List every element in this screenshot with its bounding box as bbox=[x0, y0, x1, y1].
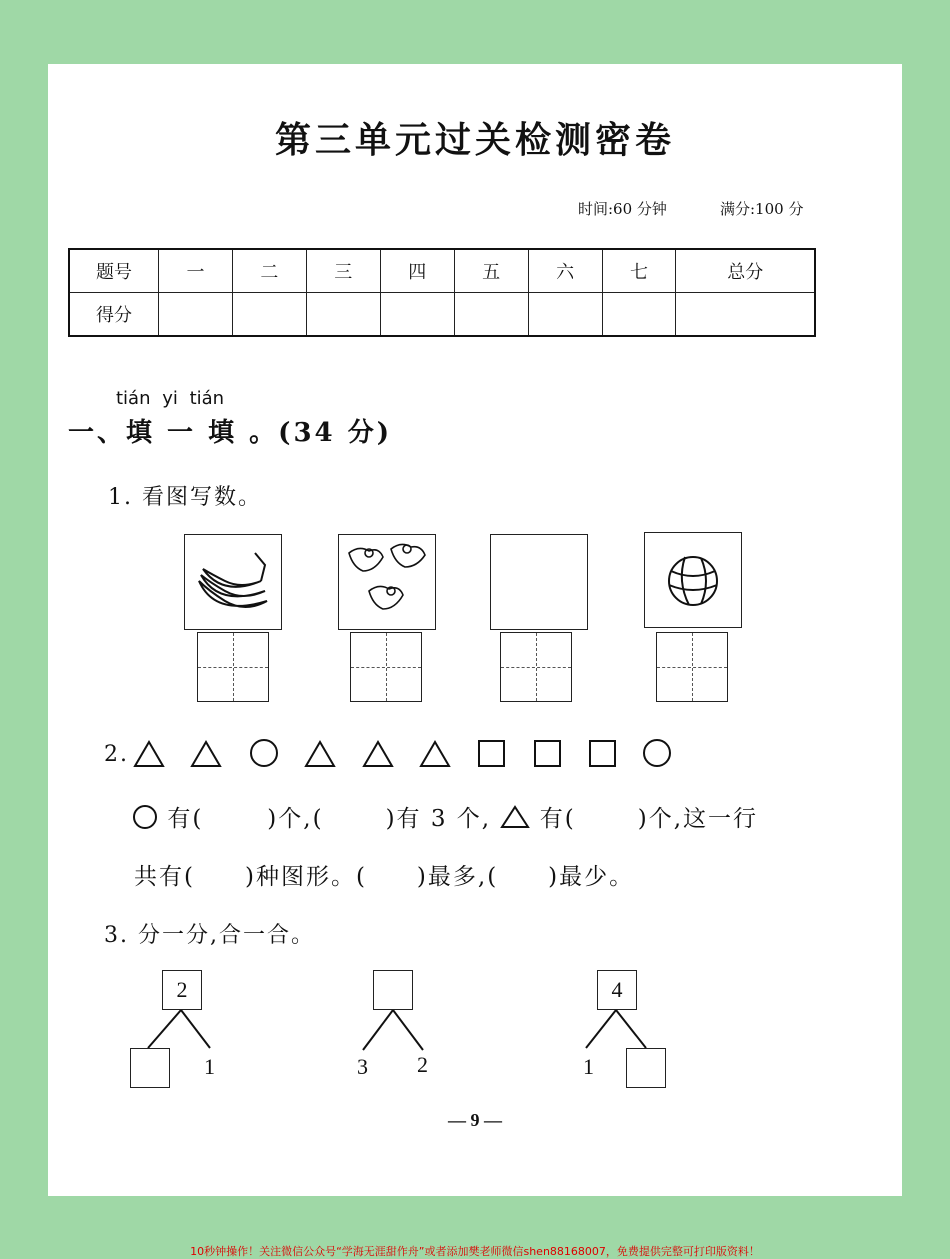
header-cell: 题号 bbox=[69, 249, 159, 293]
header-cell: 三 bbox=[306, 249, 380, 293]
score-cell[interactable] bbox=[380, 293, 454, 337]
question-2-label: 2. bbox=[104, 742, 129, 767]
bond-1-top[interactable]: 2 bbox=[162, 970, 202, 1010]
triangle-icon bbox=[500, 805, 530, 829]
square-shape bbox=[479, 741, 504, 766]
answer-grid-empty[interactable] bbox=[500, 632, 572, 702]
header-cell: 五 bbox=[454, 249, 528, 293]
bond-3-left: 1 bbox=[583, 1054, 594, 1079]
header-cell: 六 bbox=[528, 249, 602, 293]
bond-3-right-box[interactable] bbox=[626, 1048, 666, 1088]
full-score: 满分:100 分 bbox=[720, 200, 804, 218]
score-cell[interactable] bbox=[676, 293, 815, 337]
ball-icon bbox=[645, 533, 741, 627]
q2-text-c: )有 3 个, bbox=[385, 806, 492, 832]
score-cell[interactable] bbox=[454, 293, 528, 337]
q2-text-a: 有( bbox=[167, 806, 204, 832]
bananas-icon bbox=[185, 535, 281, 629]
header-cell: 总分 bbox=[676, 249, 815, 293]
bond-2-left: 3 bbox=[357, 1054, 368, 1079]
bond-1-left-box[interactable] bbox=[130, 1048, 170, 1088]
bananas-picture bbox=[184, 534, 282, 630]
triangle-shape bbox=[306, 742, 334, 766]
bond-3-top[interactable]: 4 bbox=[597, 970, 637, 1010]
question-2-line-1 bbox=[132, 800, 832, 833]
shape-row bbox=[128, 734, 688, 774]
footer-note: 10秒钟操作！关注微信公众号“学海无涯甜作舟”或者添加樊老师微信shen88168007，免费提供完整可打印版资料！ bbox=[190, 1245, 760, 1258]
circle-icon bbox=[132, 805, 158, 829]
ball-picture bbox=[644, 532, 742, 628]
score-row-label: 得分 bbox=[69, 293, 159, 337]
header-cell: 一 bbox=[159, 249, 233, 293]
page-title: 第三单元过关检测密卷 bbox=[274, 119, 675, 161]
time-limit: 时间:60 分钟 bbox=[578, 200, 667, 218]
score-cell[interactable] bbox=[159, 293, 233, 337]
birds-icon bbox=[339, 535, 435, 629]
triangle-shape bbox=[421, 742, 449, 766]
question-3-label: 3. 分一分,合一合。 bbox=[104, 923, 315, 948]
section-title: 一、填 一 填 。(34 分) bbox=[68, 418, 392, 448]
answer-grid-bananas[interactable] bbox=[197, 632, 269, 702]
bond-2-right: 2 bbox=[417, 1052, 428, 1077]
score-table bbox=[68, 248, 816, 337]
empty-picture bbox=[490, 534, 588, 630]
answer-grid-ball[interactable] bbox=[656, 632, 728, 702]
circle-shape bbox=[644, 740, 670, 766]
answer-grid-birds[interactable] bbox=[350, 632, 422, 702]
square-shape bbox=[535, 741, 560, 766]
square-shape bbox=[590, 741, 615, 766]
q2-text-d: 有( bbox=[539, 806, 576, 832]
header-cell: 四 bbox=[380, 249, 454, 293]
section-pinyin: tián yi tián bbox=[116, 388, 225, 409]
circle-shape bbox=[251, 740, 277, 766]
score-table-header-row bbox=[69, 249, 815, 293]
score-table-score-row bbox=[69, 293, 815, 337]
triangle-shape bbox=[192, 742, 220, 766]
score-cell[interactable] bbox=[528, 293, 602, 337]
bond-2-top-box[interactable] bbox=[373, 970, 413, 1010]
question-1-label: 1. 看图写数。 bbox=[108, 485, 262, 510]
header-cell: 二 bbox=[232, 249, 306, 293]
q2-text-b: )个,( bbox=[267, 806, 324, 832]
triangle-shape bbox=[364, 742, 392, 766]
header-cell: 七 bbox=[602, 249, 676, 293]
page-number: — 9 — bbox=[448, 1110, 502, 1130]
bond-1-right: 1 bbox=[204, 1054, 215, 1079]
q2-text-e: )个,这一行 bbox=[637, 806, 759, 832]
birds-picture bbox=[338, 534, 436, 630]
triangle-shape bbox=[135, 742, 163, 766]
score-cell[interactable] bbox=[602, 293, 676, 337]
question-2-line-2: 共有( )种图形。( )最多,( )最少。 bbox=[134, 864, 635, 890]
score-cell[interactable] bbox=[306, 293, 380, 337]
score-cell[interactable] bbox=[232, 293, 306, 337]
